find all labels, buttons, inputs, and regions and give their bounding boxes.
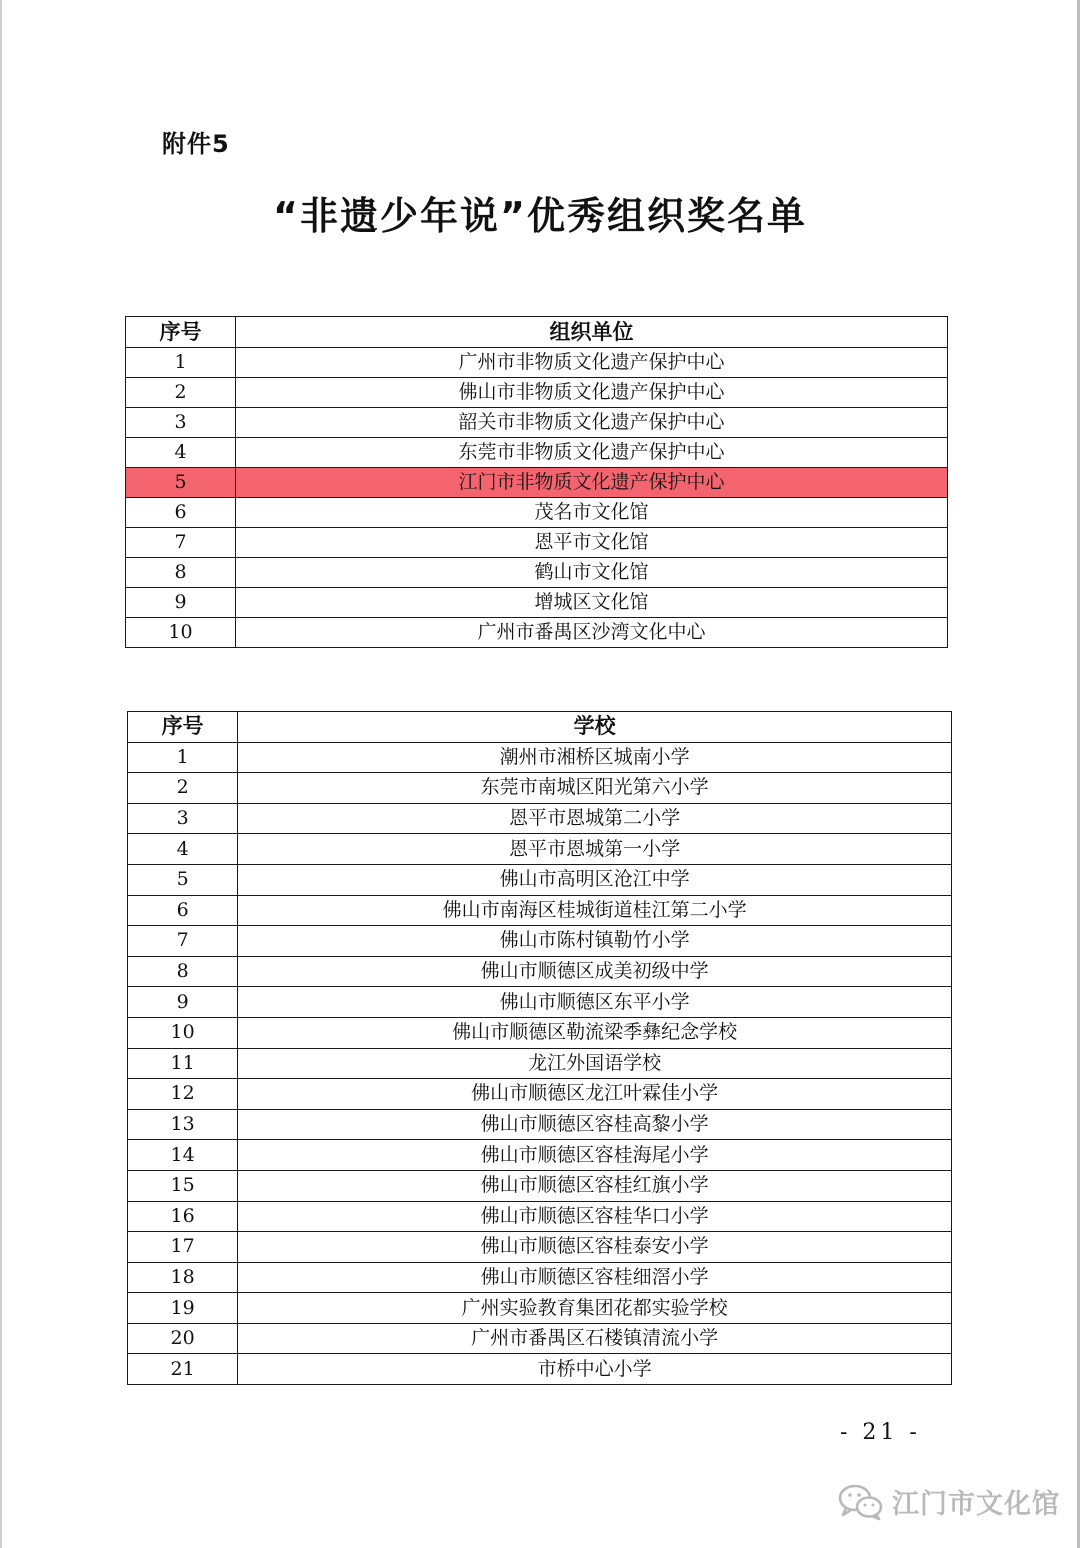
row-seq-cell: 10 (126, 618, 236, 648)
row-seq-cell: 2 (126, 378, 236, 408)
row-name-cell: 佛山市顺德区勒流梁季彝纪念学校 (238, 1017, 952, 1048)
table-row (128, 803, 952, 834)
row-name-cell: 江门市非物质文化遗产保护中心 (236, 468, 948, 498)
table-row (126, 438, 948, 468)
organization-award-table (125, 316, 948, 648)
row-name-cell: 佛山市陈村镇勒竹小学 (238, 926, 952, 957)
row-name-cell: 佛山市顺德区龙江叶霖佳小学 (238, 1079, 952, 1110)
row-seq-cell: 8 (128, 956, 238, 987)
row-seq-cell: 1 (128, 742, 238, 773)
table-row (126, 378, 948, 408)
table-row (128, 1109, 952, 1140)
row-seq-cell: 17 (128, 1232, 238, 1263)
row-name-cell: 佛山市非物质文化遗产保护中心 (236, 378, 948, 408)
attachment-label: 附件5 (162, 130, 230, 158)
row-name-cell: 广州市番禺区沙湾文化中心 (236, 618, 948, 648)
row-name-cell: 佛山市顺德区东平小学 (238, 987, 952, 1018)
row-seq-cell: 6 (126, 498, 236, 528)
table-row (128, 1170, 952, 1201)
table-row (126, 528, 948, 558)
table-row (126, 498, 948, 528)
row-seq-cell: 15 (128, 1170, 238, 1201)
table-row (126, 618, 948, 648)
row-seq-cell: 9 (126, 588, 236, 618)
row-seq-cell: 12 (128, 1079, 238, 1110)
table-row (128, 864, 952, 895)
table-row (128, 1079, 952, 1110)
row-name-cell: 广州实验教育集团花都实验学校 (238, 1293, 952, 1324)
table-row (126, 588, 948, 618)
row-seq-cell: 6 (128, 895, 238, 926)
row-seq-cell: 7 (128, 926, 238, 957)
table-row (126, 558, 948, 588)
row-seq-cell: 19 (128, 1293, 238, 1324)
table-row (128, 895, 952, 926)
row-name-cell: 佛山市高明区沧江中学 (238, 864, 952, 895)
row-seq-cell: 2 (128, 773, 238, 804)
row-name-cell: 东莞市南城区阳光第六小学 (238, 773, 952, 804)
row-seq-cell: 20 (128, 1323, 238, 1354)
wechat-icon (838, 1483, 884, 1521)
table-row (128, 1293, 952, 1324)
table-row (128, 773, 952, 804)
row-name-cell: 恩平市恩城第二小学 (238, 803, 952, 834)
row-seq-cell: 13 (128, 1109, 238, 1140)
table-row (128, 987, 952, 1018)
row-seq-cell: 5 (126, 468, 236, 498)
header-seq: 序号 (126, 317, 236, 348)
row-seq-cell: 7 (126, 528, 236, 558)
row-seq-cell: 4 (128, 834, 238, 865)
table-row (128, 1354, 952, 1385)
school-award-table (127, 711, 952, 1385)
row-name-cell: 恩平市恩城第一小学 (238, 834, 952, 865)
row-seq-cell: 1 (126, 348, 236, 378)
table-row (128, 1140, 952, 1171)
row-name-cell: 龙江外国语学校 (238, 1048, 952, 1079)
row-name-cell: 广州市番禺区石楼镇清流小学 (238, 1323, 952, 1354)
row-name-cell: 佛山市顺德区容桂华口小学 (238, 1201, 952, 1232)
row-name-cell: 佛山市顺德区容桂高黎小学 (238, 1109, 952, 1140)
row-name-cell: 鹤山市文化馆 (236, 558, 948, 588)
table-row (128, 1323, 952, 1354)
row-seq-cell: 9 (128, 987, 238, 1018)
row-name-cell: 佛山市南海区桂城街道桂江第二小学 (238, 895, 952, 926)
row-seq-cell: 4 (126, 438, 236, 468)
page-number: - 21 - (840, 1420, 921, 1445)
row-name-cell: 广州市非物质文化遗产保护中心 (236, 348, 948, 378)
row-name-cell: 东莞市非物质文化遗产保护中心 (236, 438, 948, 468)
header-seq: 序号 (128, 712, 238, 743)
row-name-cell: 茂名市文化馆 (236, 498, 948, 528)
row-seq-cell: 16 (128, 1201, 238, 1232)
row-name-cell: 市桥中心小学 (238, 1354, 952, 1385)
table-row (126, 408, 948, 438)
watermark (838, 1482, 1060, 1521)
row-name-cell: 潮州市湘桥区城南小学 (238, 742, 952, 773)
row-name-cell: 韶关市非物质文化遗产保护中心 (236, 408, 948, 438)
document-title: “非遗少年说”优秀组织奖名单 (273, 194, 807, 238)
row-seq-cell: 8 (126, 558, 236, 588)
row-name-cell: 佛山市顺德区容桂红旗小学 (238, 1170, 952, 1201)
row-seq-cell: 21 (128, 1354, 238, 1385)
header-school: 学校 (238, 712, 952, 743)
watermark-text: 江门市文化馆 (892, 1489, 1060, 1520)
table-row (128, 956, 952, 987)
table-row-highlighted (126, 468, 948, 498)
row-name-cell: 佛山市顺德区成美初级中学 (238, 956, 952, 987)
table-header-row (126, 317, 948, 348)
row-name-cell: 佛山市顺德区容桂海尾小学 (238, 1140, 952, 1171)
row-name-cell: 佛山市顺德区容桂细滘小学 (238, 1262, 952, 1293)
table-row (128, 926, 952, 957)
row-seq-cell: 10 (128, 1017, 238, 1048)
row-seq-cell: 3 (126, 408, 236, 438)
table-row (128, 1262, 952, 1293)
row-seq-cell: 5 (128, 864, 238, 895)
table-row (128, 1048, 952, 1079)
table-row (128, 1017, 952, 1048)
header-organization: 组织单位 (236, 317, 948, 348)
row-seq-cell: 14 (128, 1140, 238, 1171)
row-name-cell: 增城区文化馆 (236, 588, 948, 618)
table-header-row (128, 712, 952, 743)
table-row (128, 1232, 952, 1263)
table-row (128, 1201, 952, 1232)
row-name-cell: 佛山市顺德区容桂泰安小学 (238, 1232, 952, 1263)
row-seq-cell: 11 (128, 1048, 238, 1079)
row-seq-cell: 3 (128, 803, 238, 834)
table-row (128, 742, 952, 773)
row-seq-cell: 18 (128, 1262, 238, 1293)
table-row (128, 834, 952, 865)
table-row (126, 348, 948, 378)
row-name-cell: 恩平市文化馆 (236, 528, 948, 558)
